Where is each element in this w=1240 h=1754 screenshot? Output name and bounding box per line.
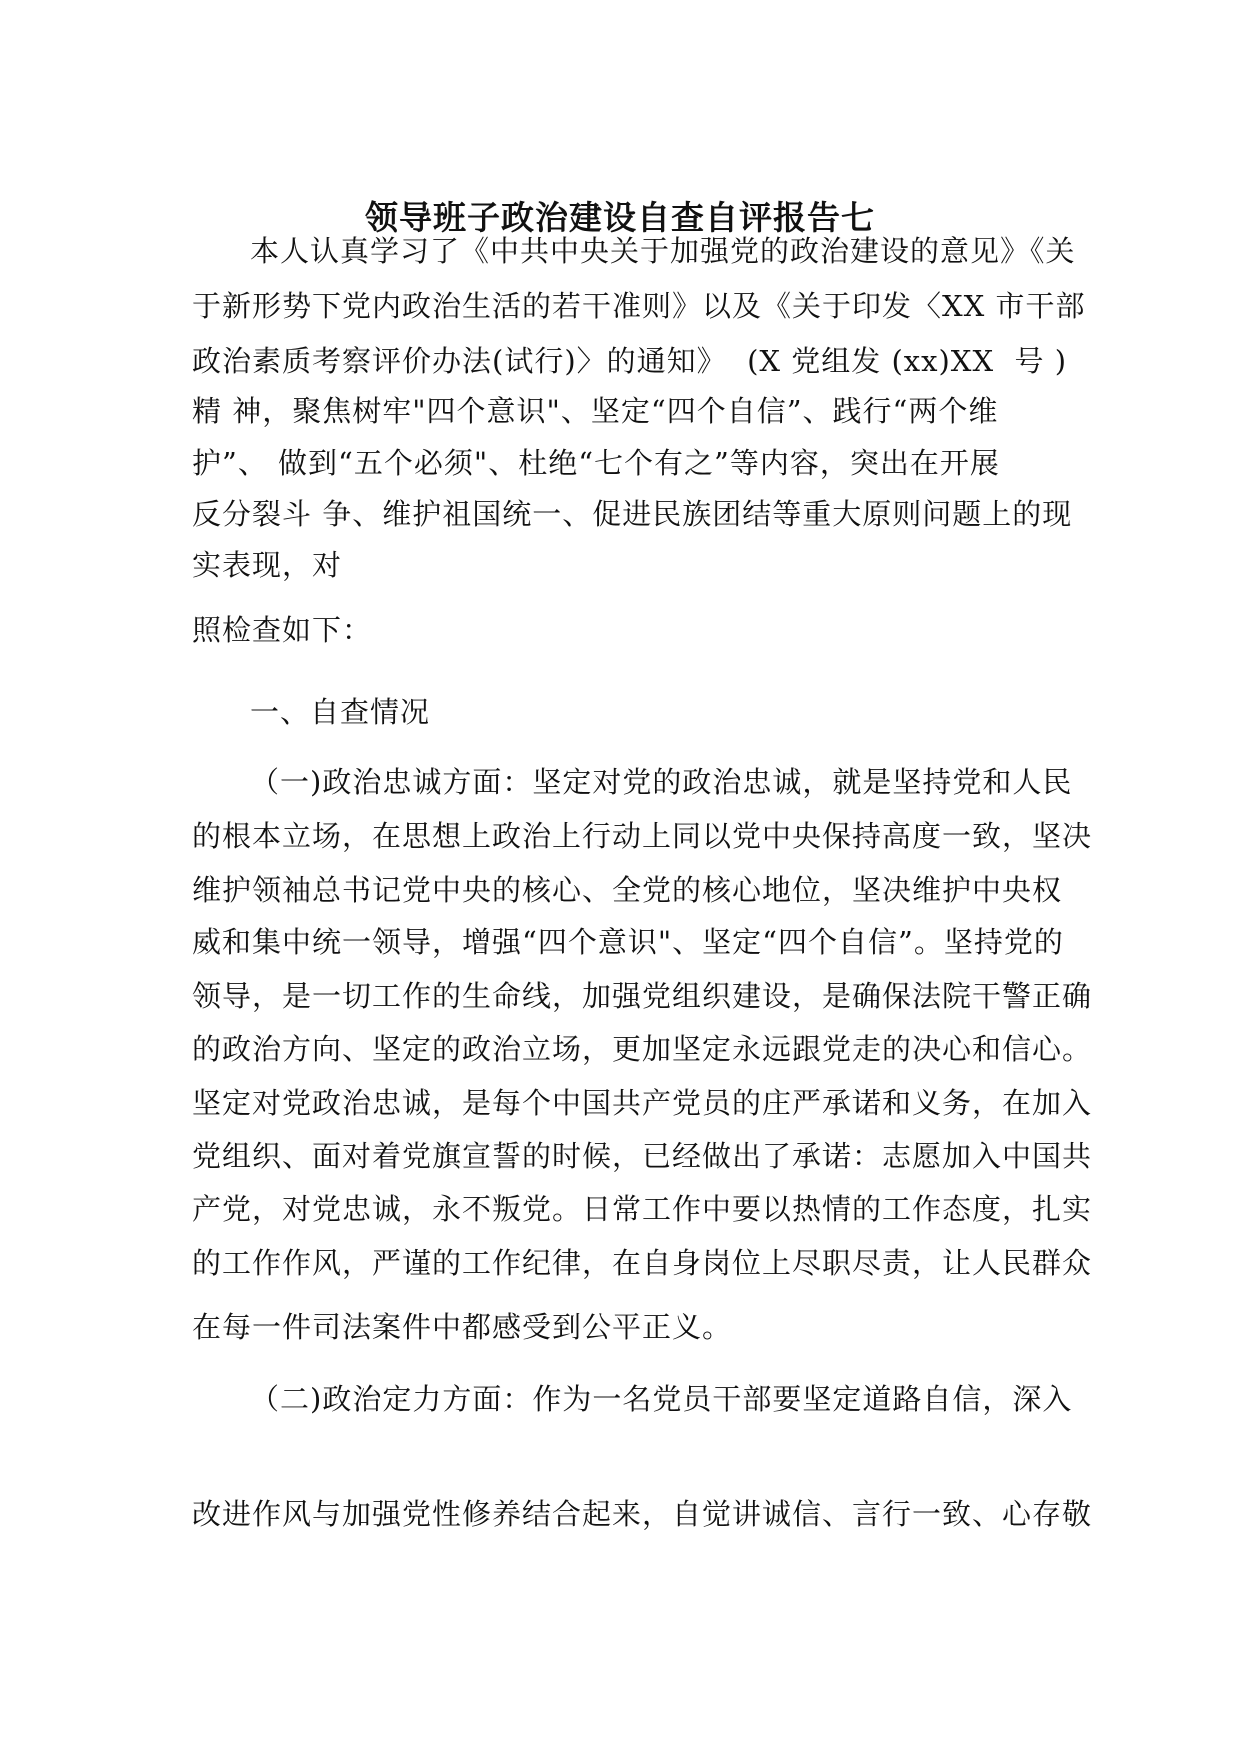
paragraph-line: 的根本立场，在思想上政治上行动上同以党中央保持高度一致，坚决 [192,819,1093,853]
paragraph-line: 维护领袖总书记党中央的核心、全党的核心地位，坚决维护中央权 [192,873,1063,907]
paragraph-line: 护”、 做到“五个必须"、杜绝“七个有之”等内容，突出在开展 [192,446,1000,480]
paragraph-line: 在每一件司法案件中都感受到公平正义。 [192,1310,733,1344]
paragraph-line: （二)政治定力方面：作为一名党员干部要坚定道路自信，深入 [250,1382,1073,1416]
paragraph-line: 改进作风与加强党性修养结合起来，自觉讲诚信、言行一致、心存敬 [192,1497,1093,1531]
paragraph-line: 威和集中统一领导，增强“四个意识"、坚定“四个自信”。坚持党的 [192,925,1064,959]
paragraph-line: 坚定对党政治忠诚，是每个中国共产党员的庄严承诺和义务，在加入 [192,1086,1093,1120]
paragraph-line: 产党，对党忠诚，永不叛党。日常工作中要以热情的工作态度，扎实 [192,1192,1093,1226]
paragraph-line: 的工作作风，严谨的工作纪律，在自身岗位上尽职尽责，让人民群众 [192,1246,1093,1280]
paragraph-line: 于新形势下党内政治生活的若干准则》以及《关于印发〈XX 市干部 [192,289,1086,323]
paragraph-line: 实表现，对 [192,548,343,582]
paragraph-line: 政治素质考察评价办法(试行)〉的通知》 (X 党组发 (xx)XX 号 ) [192,344,1068,378]
paragraph-line: 照检查如下： [192,613,373,647]
paragraph-line: 党组织、面对着党旗宣誓的时候，已经做出了承诺：志愿加入中国共 [192,1139,1093,1173]
paragraph-line: 本人认真学习了《中共中央关于加强党的政治建设的意见》《关 [250,234,1076,268]
paragraph-line: 反分裂斗 争、维护祖国统一、促进民族团结等重大原则问题上的现 [192,497,1073,531]
document-title: 领导班子政治建设自查自评报告七 [365,198,875,237]
paragraph-line: 领导，是一切工作的生命线，加强党组织建设，是确保法院干警正确 [192,979,1093,1013]
paragraph-line: 精 神，聚焦树牢"四个意识"、坚定“四个自信”、践行“两个维 [192,394,999,428]
paragraph-line: （一)政治忠诚方面：坚定对党的政治忠诚，就是坚持党和人民 [250,765,1073,799]
section-heading: 一、自查情况 [250,695,431,729]
paragraph-line: 的政治方向、坚定的政治立场，更加坚定永远跟党走的决心和信心。 [192,1032,1093,1066]
